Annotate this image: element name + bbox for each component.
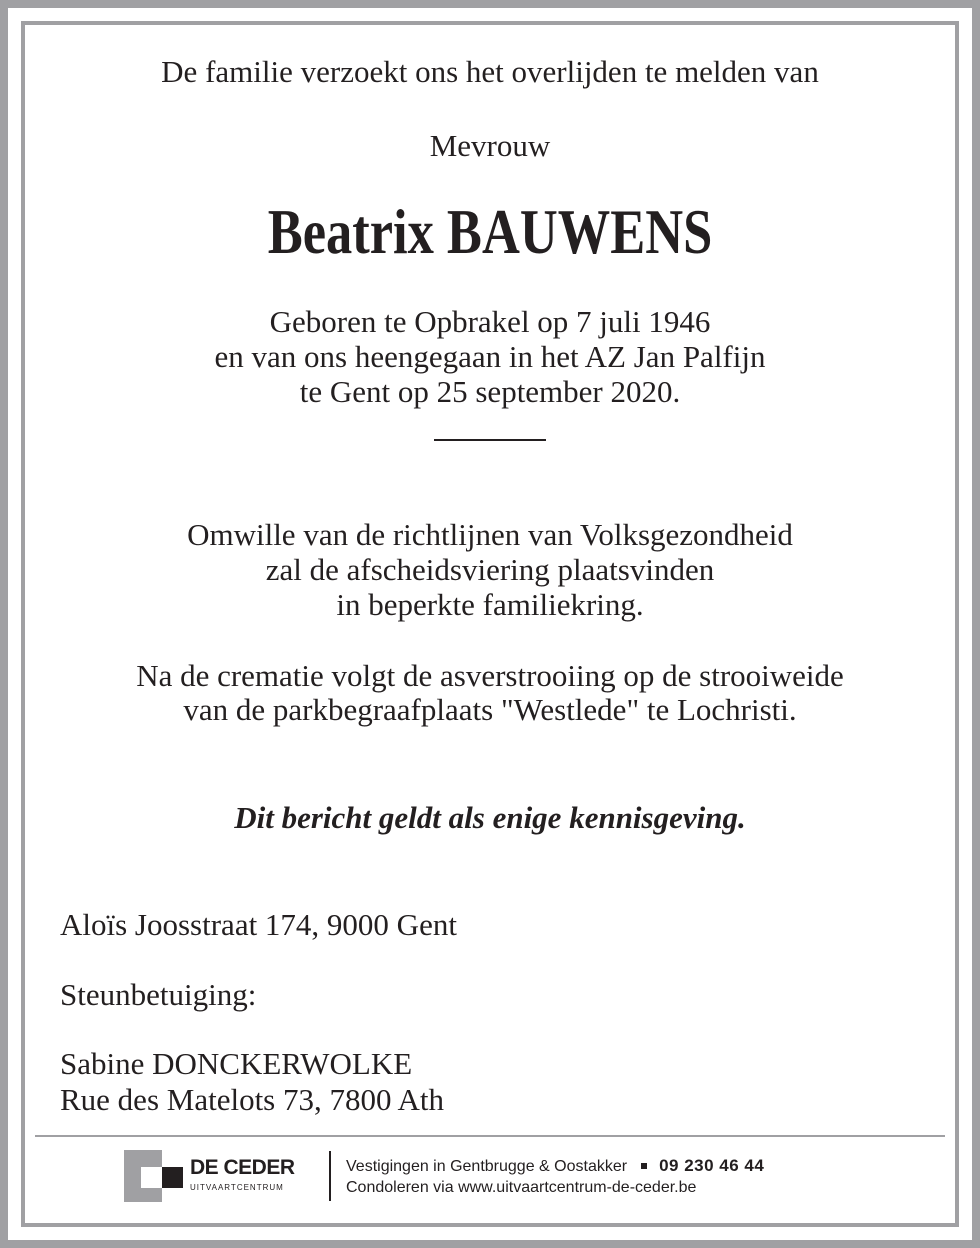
birth-line-3: te Gent op 25 september 2020. — [299, 374, 681, 409]
cremation-line-1: Na de crematie volgt de asverstrooiing op de strooiweide — [136, 658, 844, 693]
ceremony-line-2: zal de afscheidsviering plaatsvinden — [265, 552, 715, 587]
support-name: Sabine DONCKERWOLKE — [60, 1046, 413, 1081]
bullet-icon — [641, 1163, 647, 1169]
birth-line-1: Geboren te Opbrakel op 7 juli 1946 — [269, 304, 711, 339]
salutation: Mevrouw — [429, 128, 551, 163]
support-label: Steunbetuiging: — [60, 977, 257, 1012]
brand-name: DE CEDER — [190, 1156, 295, 1179]
de-ceder-logo-icon — [124, 1150, 184, 1202]
footer-line-1 — [346, 1156, 764, 1177]
cremation-line-2: van de parkbegraafplaats "Westlede" te Lochristi. — [183, 692, 797, 727]
deceased-name: Beatrix BAUWENS — [267, 196, 713, 267]
brand-subtitle: UITVAARTCENTRUM — [190, 1183, 284, 1192]
ceremony-line-1: Omwille van de richtlijnen van Volksgezondheid — [187, 517, 793, 552]
locations-text: Vestigingen in Gentbrugge & Oostakker — [346, 1158, 628, 1175]
birth-line-2: en van ons heengegaan in het AZ Jan Palfijn — [214, 339, 766, 374]
ceremony-line-3: in beperkte familiekring. — [336, 587, 644, 622]
notice-line: Dit bericht geldt als enige kennisgeving. — [234, 800, 746, 835]
address: Aloïs Joosstraat 174, 9000 Gent — [60, 907, 457, 942]
divider-rule — [434, 439, 546, 441]
condolences-text: Condoleren via www.uitvaartcentrum-de-ceder.be — [346, 1179, 697, 1196]
footer-divider — [329, 1151, 331, 1201]
phone-number: 09 230 46 44 — [659, 1156, 765, 1175]
intro-text: De familie verzoekt ons het overlijden te melden van — [161, 54, 819, 89]
footer-separator — [35, 1135, 945, 1137]
support-address: Rue des Matelots 73, 7800 Ath — [60, 1082, 445, 1117]
